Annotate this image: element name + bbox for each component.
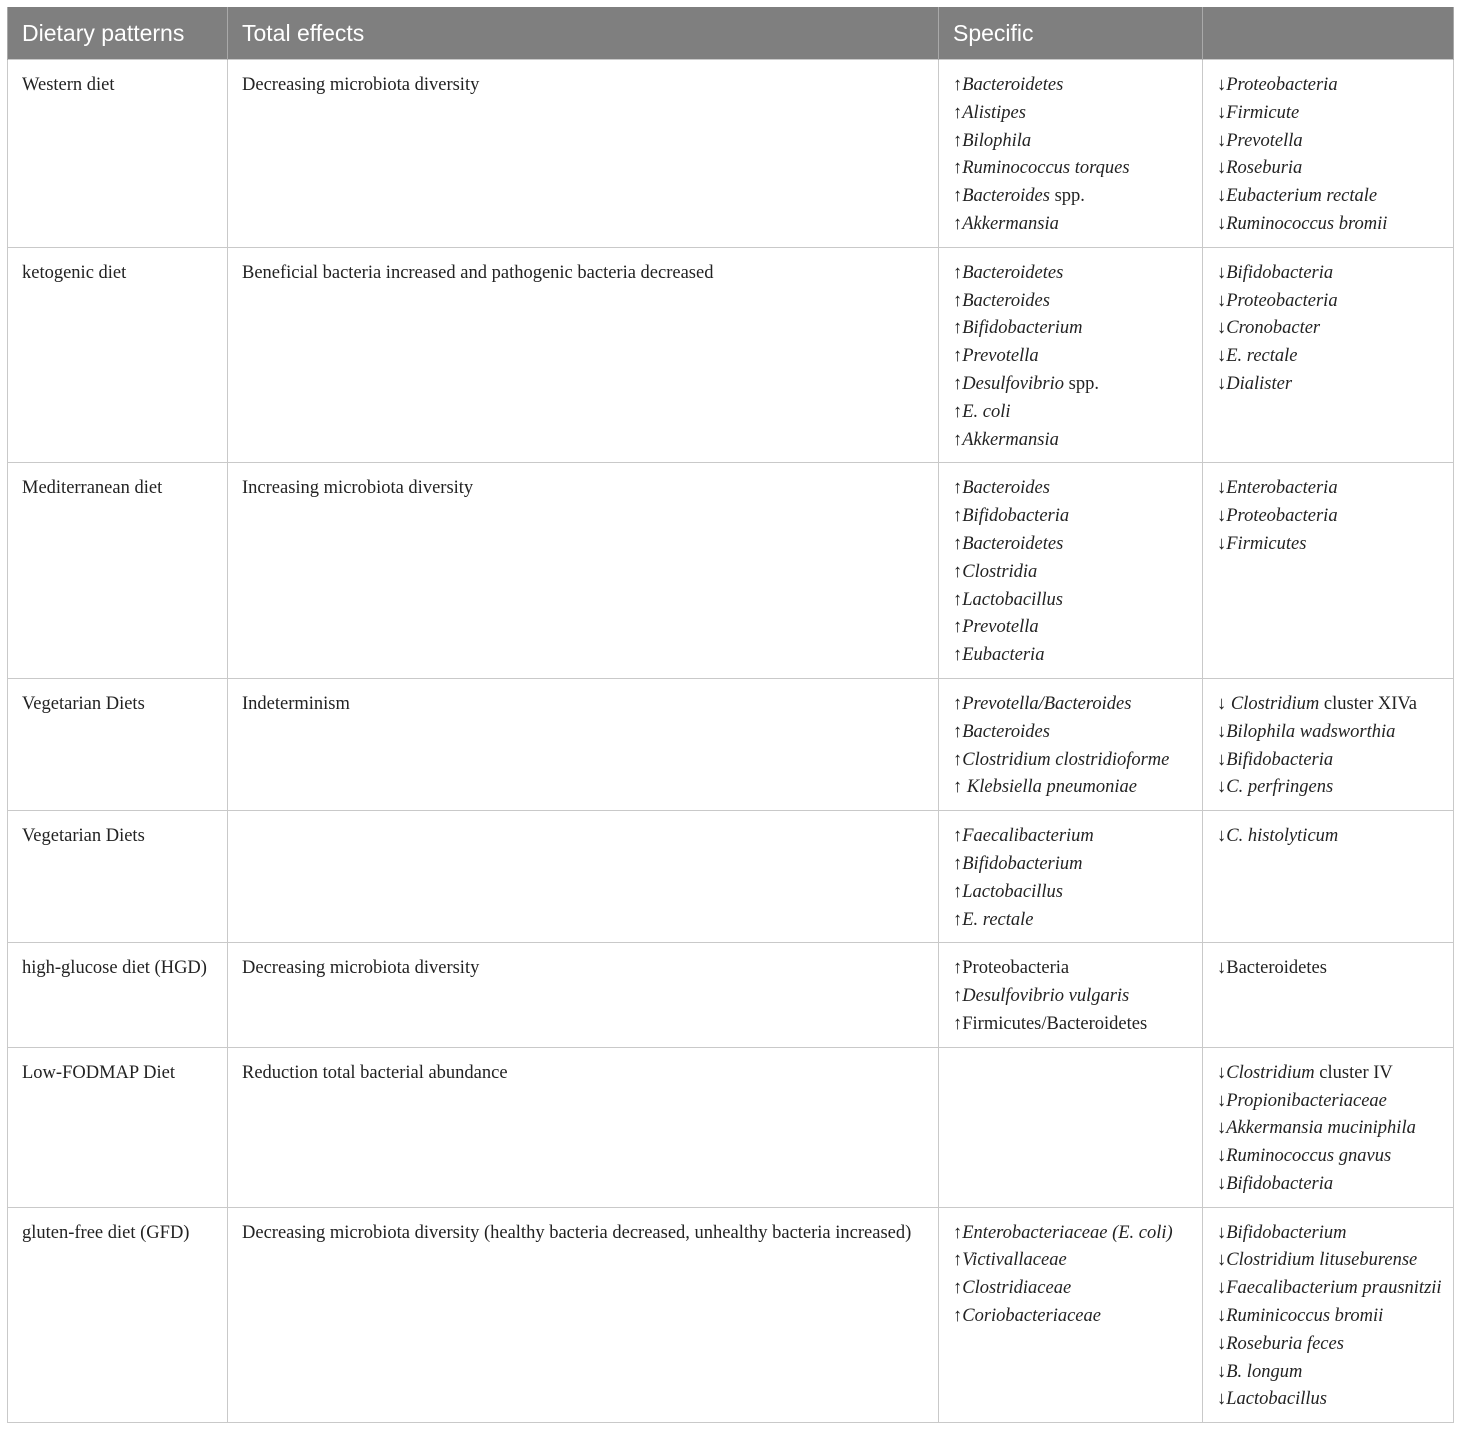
taxon-name: Faecalibacterium prausnitzii: [1226, 1278, 1442, 1299]
decreased-taxon: [1217, 747, 1447, 775]
cell-total-effect: Indeterminism: [228, 678, 939, 810]
cell-dietary-pattern: Vegetarian Diets: [8, 678, 228, 810]
down-arrow-icon: ↓: [1217, 1278, 1227, 1299]
increased-taxon: [953, 747, 1196, 775]
taxon-name: Desulfovibrio vulgaris: [962, 986, 1130, 1007]
up-arrow-icon: ↑: [953, 401, 963, 422]
taxon-name: Roseburia: [1226, 158, 1303, 179]
header-row: [8, 7, 1454, 60]
down-arrow-icon: ↓: [1217, 213, 1227, 234]
down-arrow-icon: ↓: [1217, 1222, 1227, 1243]
cell-specific-increased: [939, 1047, 1203, 1207]
cell-total-effect: Decreasing microbiota diversity: [228, 943, 939, 1047]
taxon-name: Bacteroides: [962, 721, 1050, 742]
decreased-taxon: [1217, 100, 1447, 128]
taxon-name: Ruminococcus torques: [962, 158, 1130, 179]
taxon-name: C. histolyticum: [1226, 826, 1339, 847]
increased-taxon: [953, 343, 1196, 371]
increased-taxon: [953, 614, 1196, 642]
taxon-name: Dialister: [1226, 373, 1293, 394]
header-specific-decreased: [1203, 7, 1454, 60]
taxon-name: Prevotella: [1226, 130, 1303, 151]
taxon-name: Ruminicoccus bromii: [1226, 1306, 1384, 1327]
increased-taxon: [953, 1303, 1196, 1331]
taxon-name: Propionibacteriaceae: [1226, 1090, 1387, 1111]
down-arrow-icon: ↓: [1217, 1118, 1227, 1139]
increased-taxon: [953, 155, 1196, 183]
increased-taxon: [953, 531, 1196, 559]
decreased-taxon: [1217, 211, 1447, 239]
table-header: [8, 7, 1454, 60]
table-row: [8, 1047, 1454, 1207]
taxon-name: Proteobacteria: [1226, 290, 1338, 311]
taxon-name: E. rectale: [1226, 346, 1298, 367]
increased-taxon: [953, 1011, 1196, 1039]
down-arrow-icon: ↓: [1217, 1333, 1227, 1354]
up-arrow-icon: ↑: [953, 130, 963, 151]
taxon-name: Bifidobacteria: [1226, 749, 1334, 770]
up-arrow-icon: ↑: [953, 721, 963, 742]
taxon-suffix: cluster IV: [1314, 1062, 1393, 1083]
decreased-taxon: [1217, 183, 1447, 211]
down-arrow-icon: ↓: [1217, 1306, 1227, 1327]
taxon-name: Prevotella: [962, 617, 1039, 638]
taxon-name: Faecalibacterium: [962, 826, 1094, 847]
down-arrow-icon: ↓: [1217, 721, 1227, 742]
increased-taxon: [953, 851, 1196, 879]
cell-specific-increased: [939, 60, 1203, 248]
taxon-name: Clostridiaceae: [962, 1278, 1072, 1299]
down-arrow-icon: ↓: [1217, 533, 1227, 554]
cell-dietary-pattern: gluten-free diet (GFD): [8, 1207, 228, 1423]
up-arrow-icon: ↑: [953, 478, 963, 499]
down-arrow-icon: ↓: [1217, 1250, 1227, 1271]
increased-taxon: [953, 503, 1196, 531]
decreased-taxon: [1217, 475, 1447, 503]
table-body: [8, 60, 1454, 1423]
cell-total-effect: [228, 811, 939, 943]
decreased-taxon: [1217, 1220, 1447, 1248]
up-arrow-icon: ↑: [953, 158, 963, 179]
down-arrow-icon: ↓: [1217, 346, 1227, 367]
cell-specific-increased: [939, 943, 1203, 1047]
down-arrow-icon: ↓: [1217, 186, 1227, 207]
table-row: [8, 678, 1454, 810]
up-arrow-icon: ↑: [953, 561, 963, 582]
taxon-name: Akkermansia: [962, 213, 1059, 234]
taxon-name: Bifidobacteria: [962, 506, 1070, 527]
header-specific: Specific: [939, 7, 1203, 60]
taxon-name: Bacteroidetes: [962, 75, 1064, 95]
increased-taxon: [953, 559, 1196, 587]
decreased-taxon: [1217, 155, 1447, 183]
increased-taxon: [953, 183, 1196, 211]
down-arrow-icon: ↓: [1217, 1389, 1227, 1410]
decreased-taxon: [1217, 1247, 1447, 1275]
increased-taxon: [953, 475, 1196, 503]
taxon-name: Bifidobacterium: [962, 318, 1083, 339]
taxon-name: Bacteroides: [962, 290, 1050, 311]
down-arrow-icon: ↓: [1217, 130, 1227, 151]
cell-specific-increased: [939, 247, 1203, 463]
increased-taxon: [953, 1247, 1196, 1275]
down-arrow-icon: ↓: [1217, 1090, 1227, 1111]
header-total-effects: Total effects: [228, 7, 939, 60]
header-dietary-patterns: Dietary patterns: [8, 7, 228, 60]
cell-dietary-pattern: Mediterranean diet: [8, 463, 228, 679]
taxon-name: Victivallaceae: [962, 1250, 1067, 1271]
taxon-name: Eubacterium rectale: [1226, 186, 1378, 207]
decreased-taxon: [1217, 1171, 1447, 1199]
increased-taxon: [953, 823, 1196, 851]
taxon-name: Bacteroides: [962, 478, 1050, 499]
increased-taxon: [953, 907, 1196, 935]
up-arrow-icon: ↑: [953, 429, 963, 450]
down-arrow-icon: ↓: [1217, 318, 1227, 339]
increased-taxon: [953, 587, 1196, 615]
decreased-taxon: [1217, 1115, 1447, 1143]
taxon-name: B. longum: [1226, 1361, 1303, 1382]
increased-taxon: [953, 100, 1196, 128]
down-arrow-icon: ↓: [1217, 506, 1227, 527]
increased-taxon: [953, 774, 1196, 802]
up-arrow-icon: ↑: [953, 617, 963, 638]
up-arrow-icon: ↑: [953, 986, 963, 1007]
increased-taxon: [953, 128, 1196, 156]
taxon-name: Clostridium lituseburense: [1226, 1250, 1418, 1271]
up-arrow-icon: ↑: [953, 506, 963, 527]
up-arrow-icon: ↑: [953, 290, 963, 311]
cell-specific-decreased: [1203, 811, 1454, 943]
decreased-taxon: [1217, 288, 1447, 316]
taxon-name: Bilophila: [962, 130, 1032, 151]
taxon-name: Enterobacteria: [1226, 478, 1338, 499]
decreased-taxon: [1217, 315, 1447, 343]
up-arrow-icon: ↑: [953, 826, 963, 847]
taxon-name: Lactobacillus: [962, 589, 1063, 610]
cell-specific-increased: [939, 678, 1203, 810]
decreased-taxon: [1217, 343, 1447, 371]
taxon-name: E. rectale: [962, 909, 1034, 930]
decreased-taxon: [1217, 503, 1447, 531]
decreased-taxon: [1217, 691, 1447, 719]
up-arrow-icon: ↑: [953, 1222, 963, 1243]
decreased-taxon: [1217, 1303, 1447, 1331]
taxon-name: Ruminococcus gnavus: [1226, 1146, 1392, 1167]
down-arrow-icon: ↓: [1217, 478, 1227, 499]
cell-specific-decreased: [1203, 943, 1454, 1047]
taxon-name: Clostridia: [962, 561, 1038, 582]
cell-specific-decreased: [1203, 1207, 1454, 1423]
increased-taxon: [953, 1275, 1196, 1303]
increased-taxon: [953, 399, 1196, 427]
increased-taxon: [953, 879, 1196, 907]
taxon-name: Lactobacillus: [1226, 1389, 1327, 1410]
down-arrow-icon: ↓: [1217, 1062, 1227, 1083]
taxon-name: Clostridium: [1230, 693, 1320, 714]
cell-dietary-pattern: Low-FODMAP Diet: [8, 1047, 228, 1207]
cell-dietary-pattern: Western diet: [8, 60, 228, 248]
decreased-taxon: [1217, 531, 1447, 559]
increased-taxon: [953, 315, 1196, 343]
taxon-name: Bifidobacteria: [1226, 262, 1334, 283]
up-arrow-icon: ↑: [953, 1306, 963, 1327]
up-arrow-icon: ↑: [953, 186, 963, 207]
increased-taxon: [953, 642, 1196, 670]
increased-taxon: [953, 288, 1196, 316]
up-arrow-icon: ↑: [953, 645, 963, 666]
decreased-taxon: [1217, 72, 1447, 100]
taxon-name: Proteobacteria: [1226, 75, 1338, 95]
cell-specific-increased: [939, 1207, 1203, 1423]
table-row: [8, 811, 1454, 943]
up-arrow-icon: ↑: [953, 909, 963, 930]
taxon-name: Clostridium clostridioforme: [962, 749, 1170, 770]
decreased-taxon: [1217, 1386, 1447, 1414]
up-arrow-icon: ↑: [953, 213, 963, 234]
increased-taxon: [953, 427, 1196, 455]
up-arrow-icon: ↑: [953, 589, 963, 610]
increased-taxon: [953, 260, 1196, 288]
increased-taxon: [953, 719, 1196, 747]
decreased-taxon: [1217, 1359, 1447, 1387]
down-arrow-icon: ↓: [1217, 693, 1231, 714]
cell-specific-decreased: [1203, 60, 1454, 248]
taxon-name: Prevotella/Bacteroides: [962, 693, 1132, 714]
down-arrow-icon: ↓: [1217, 102, 1227, 123]
increased-taxon: [953, 72, 1196, 100]
cell-specific-decreased: [1203, 463, 1454, 679]
down-arrow-icon: ↓: [1217, 777, 1227, 798]
up-arrow-icon: ↑: [953, 1278, 963, 1299]
cell-specific-decreased: [1203, 1047, 1454, 1207]
up-arrow-icon: ↑: [953, 1250, 963, 1271]
taxon-name: Akkermansia muciniphila: [1226, 1118, 1416, 1139]
decreased-taxon: [1217, 823, 1447, 851]
up-arrow-icon: ↑: [953, 75, 963, 95]
cell-specific-decreased: [1203, 678, 1454, 810]
up-arrow-icon: ↑: [953, 533, 963, 554]
table-row: [8, 1207, 1454, 1423]
up-arrow-icon: ↑: [953, 777, 967, 798]
decreased-taxon: [1217, 774, 1447, 802]
cell-total-effect: Increasing microbiota diversity: [228, 463, 939, 679]
taxon-name: Enterobacteriaceae (E. coli): [962, 1222, 1173, 1243]
down-arrow-icon: ↓: [1217, 749, 1227, 770]
up-arrow-icon: ↑: [953, 373, 963, 394]
taxon-name: Ruminococcus bromii: [1226, 213, 1388, 234]
taxon-name: Firmicute: [1226, 102, 1300, 123]
taxon-name: C. perfringens: [1226, 777, 1334, 798]
diet-microbiota-table: [7, 7, 1454, 1423]
increased-taxon: [953, 211, 1196, 239]
cell-specific-increased: [939, 811, 1203, 943]
taxon-suffix: cluster XIVa: [1319, 693, 1417, 714]
up-arrow-icon: ↑: [953, 693, 963, 714]
taxon-suffix: Proteobacteria: [962, 958, 1070, 979]
up-arrow-icon: ↑: [953, 853, 963, 874]
taxon-name: Bifidobacteria: [1226, 1173, 1334, 1194]
up-arrow-icon: ↑: [953, 262, 963, 283]
table-row: [8, 463, 1454, 679]
increased-taxon: [953, 371, 1196, 399]
taxon-suffix: Bacteroidetes: [1226, 958, 1327, 979]
down-arrow-icon: ↓: [1217, 290, 1227, 311]
taxon-name: Bacteroides: [962, 186, 1050, 207]
cell-total-effect: Decreasing microbiota diversity (healthy bacteria decreased, unhealthy bacteria increased): [228, 1207, 939, 1423]
up-arrow-icon: ↑: [953, 102, 963, 123]
up-arrow-icon: ↑: [953, 881, 963, 902]
taxon-name: Eubacteria: [962, 645, 1045, 666]
taxon-name: Clostridium: [1226, 1062, 1315, 1083]
cell-total-effect: Decreasing microbiota diversity: [228, 60, 939, 248]
down-arrow-icon: ↓: [1217, 158, 1227, 179]
down-arrow-icon: ↓: [1217, 75, 1227, 95]
table-row: [8, 247, 1454, 463]
taxon-name: Bacteroidetes: [962, 533, 1064, 554]
decreased-taxon: [1217, 1088, 1447, 1116]
taxon-name: Prevotella: [962, 346, 1039, 367]
decreased-taxon: [1217, 260, 1447, 288]
cell-total-effect: Reduction total bacterial abundance: [228, 1047, 939, 1207]
decreased-taxon: [1217, 1143, 1447, 1171]
cell-dietary-pattern: high-glucose diet (HGD): [8, 943, 228, 1047]
increased-taxon: [953, 955, 1196, 983]
up-arrow-icon: ↑: [953, 346, 963, 367]
taxon-name: Desulfovibrio: [962, 373, 1064, 394]
taxon-suffix: Firmicutes/Bacteroidetes: [962, 1013, 1148, 1034]
decreased-taxon: [1217, 955, 1447, 983]
down-arrow-icon: ↓: [1217, 1361, 1227, 1382]
taxon-name: Bacteroidetes: [962, 262, 1064, 283]
taxon-name: Proteobacteria: [1226, 506, 1338, 527]
up-arrow-icon: ↑: [953, 318, 963, 339]
taxon-name: Roseburia feces: [1226, 1333, 1344, 1354]
cell-dietary-pattern: ketogenic diet: [8, 247, 228, 463]
decreased-taxon: [1217, 1275, 1447, 1303]
increased-taxon: [953, 1220, 1196, 1248]
taxon-name: Firmicutes: [1226, 533, 1307, 554]
taxon-name: Bifidobacterium: [962, 853, 1083, 874]
up-arrow-icon: ↑: [953, 749, 963, 770]
cell-dietary-pattern: Vegetarian Diets: [8, 811, 228, 943]
table-row: [8, 60, 1454, 248]
taxon-name: Alistipes: [962, 102, 1026, 123]
taxon-name: Lactobacillus: [962, 881, 1063, 902]
taxon-name: Klebsiella pneumoniae: [966, 777, 1137, 798]
cell-specific-decreased: [1203, 247, 1454, 463]
decreased-taxon: [1217, 1331, 1447, 1359]
down-arrow-icon: ↓: [1217, 1146, 1227, 1167]
down-arrow-icon: ↓: [1217, 1173, 1227, 1194]
decreased-taxon: [1217, 371, 1447, 399]
down-arrow-icon: ↓: [1217, 373, 1227, 394]
taxon-suffix: spp.: [1049, 186, 1085, 207]
cell-specific-increased: [939, 463, 1203, 679]
down-arrow-icon: ↓: [1217, 958, 1227, 979]
decreased-taxon: [1217, 128, 1447, 156]
down-arrow-icon: ↓: [1217, 826, 1227, 847]
taxon-name: Bifidobacterium: [1226, 1222, 1347, 1243]
taxon-name: Bilophila wadsworthia: [1226, 721, 1396, 742]
taxon-suffix: spp.: [1064, 373, 1099, 394]
up-arrow-icon: ↑: [953, 958, 963, 979]
increased-taxon: [953, 983, 1196, 1011]
up-arrow-icon: ↑: [953, 1013, 963, 1034]
decreased-taxon: [1217, 1060, 1447, 1088]
down-arrow-icon: ↓: [1217, 262, 1227, 283]
taxon-name: Cronobacter: [1226, 318, 1321, 339]
taxon-name: Akkermansia: [962, 429, 1059, 450]
taxon-name: Coriobacteriaceae: [962, 1306, 1101, 1327]
table-row: [8, 943, 1454, 1047]
cell-total-effect: Beneficial bacteria increased and pathogenic bacteria decreased: [228, 247, 939, 463]
taxon-name: E. coli: [962, 401, 1011, 422]
increased-taxon: [953, 691, 1196, 719]
decreased-taxon: [1217, 719, 1447, 747]
